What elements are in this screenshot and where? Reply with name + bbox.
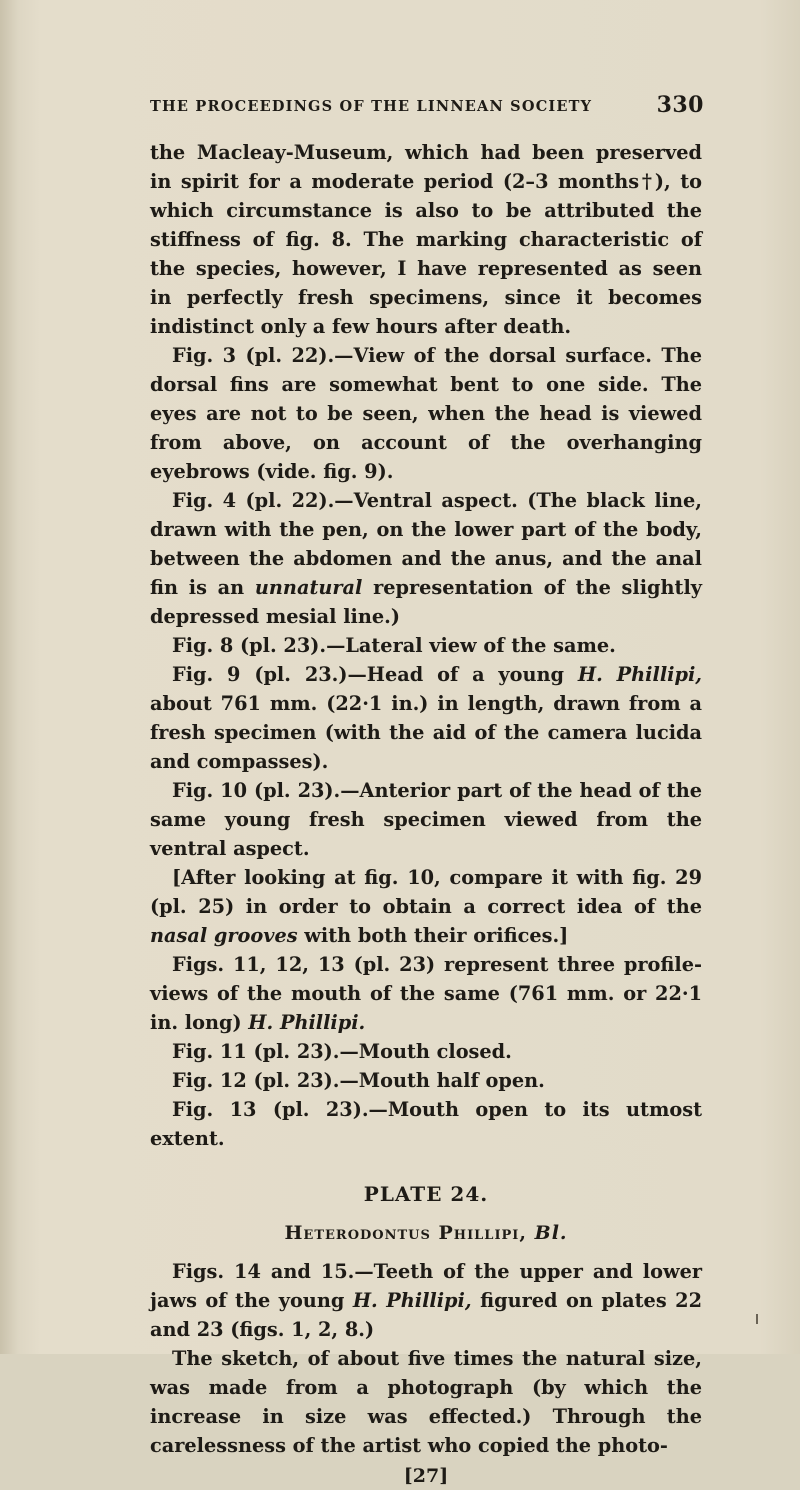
paragraph: Figs. 11, 12, 13 (pl. 23) represent three profile-views of the mouth of the same (761 mm. or 22·1 in. long) H. Phillipi.: [150, 953, 702, 1034]
paragraph: Fig. 3 (pl. 22).—View of the dorsal surface. The dorsal fins are somewhat bent to one side. The eyes are not to be seen, when the head is viewed from above, on account of the overhanging eyebrows (vide. fig. 9).: [150, 344, 702, 483]
running-head: THE PROCEEDINGS OF THE LINNEAN SOCIETY: [150, 98, 593, 115]
plate-heading: PLATE 24.: [363, 1182, 489, 1206]
paragraph: Fig. 12 (pl. 23).—Mouth half open.: [172, 1069, 545, 1092]
stray-mark: [756, 1314, 758, 1324]
paragraph: [After looking at fig. 10, compare it with fig. 29 (pl. 25) in order to obtain a correct idea of the nasal grooves with both their orifices.]: [150, 866, 702, 947]
paragraph: Fig. 11 (pl. 23).—Mouth closed.: [172, 1040, 512, 1063]
paragraph: Fig. 8 (pl. 23).—Lateral view of the same.: [172, 634, 616, 657]
paragraph: Fig. 4 (pl. 22).—Ventral aspect. (The black line, drawn with the pen, on the lower part of the body, between the abdomen and the anus, and the anal fin is an unnatural representation of the slightly depressed mesial line.): [150, 489, 702, 628]
page-number: 330: [656, 92, 704, 118]
plate-subheading: Heterodontus Phillipi, Bl.: [284, 1222, 568, 1244]
paragraph: The sketch, of about five times the natural size, was made from a photograph (by which the increase in size was effected.) Through the carelessness of the artist who copied the photo-: [150, 1347, 702, 1457]
page-header: [140, 92, 704, 122]
paragraph: Fig. 10 (pl. 23).—Anterior part of the head of the same young fresh specimen viewed from the ventral aspect.: [150, 779, 702, 860]
paragraph: Fig. 9 (pl. 23.)—Head of a young H. Phillipi, about 761 mm. (22·1 in.) in length, drawn from a fresh specimen (with the aid of the camera lucida and compasses).: [150, 663, 702, 773]
paragraph: the Macleay-Museum, which had been preserved in spirit for a moderate period (2–3 months†), to which circumstance is also to be attributed the stiffness of fig. 8. The marking characteristic of the species, however, I have represented as seen in perfectly fresh specimens, since it becomes indistinct only a few hours after death.: [150, 141, 702, 338]
signature-mark: [27]: [403, 1465, 449, 1487]
paragraph: Fig. 13 (pl. 23).—Mouth open to its utmost extent.: [150, 1098, 702, 1150]
body-text: [150, 138, 702, 1490]
paragraph: Figs. 14 and 15.—Teeth of the upper and lower jaws of the young H. Phillipi, figured on plates 22 and 23 (figs. 1, 2, 8.): [150, 1260, 702, 1341]
